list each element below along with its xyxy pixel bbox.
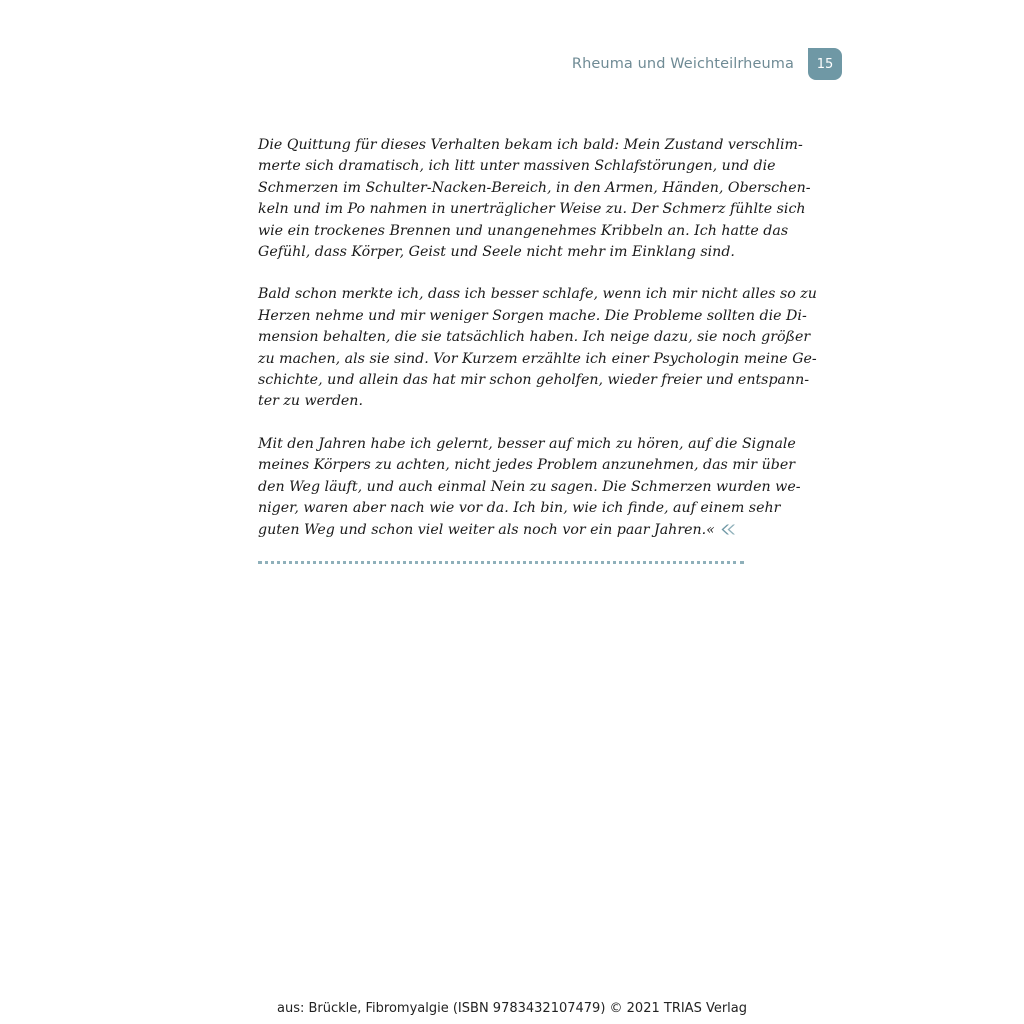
text-line: Bald schon merkte ich, dass ich besser schlafe, wenn ich mir nicht alles so zu [258,286,817,303]
text-line: Die Quittung für dieses Verhalten bekam ich bald: Mein Zustand verschlim- [258,137,803,153]
text-line: mension behalten, die sie tatsächlich haben. Ich neige dazu, sie noch größer [258,329,811,346]
text-line: den Weg läuft, und auch einmal Nein zu sagen. Die Schmerzen wurden we- [258,478,801,495]
text-line: zu machen, als sie sind. Vor Kurzem erzählte ich einer Psychologin meine Ge- [258,350,817,367]
paragraph [258,284,817,412]
text-line: merte sich dramatisch, ich litt unter massiven Schlafstörungen, und die [258,158,776,175]
text-line-content: guten Weg und schon viel weiter als noch vor ein paar Jahren.« [258,521,715,538]
text-line: Herzen nehme und mir weniger Sorgen mache. Die Probleme sollten die Di- [258,307,807,324]
body-text [258,135,817,563]
text-line: Mit den Jahren habe ich gelernt, besser auf mich zu hören, auf die Signale [258,435,796,452]
double-chevron-left-icon [721,521,735,542]
text-line: wie ein trockenes Brennen und unangenehmes Kribbeln an. Ich hatte das [258,222,789,239]
page-number-badge: 15 [808,48,842,80]
text-line-last [258,520,763,542]
running-head [572,48,842,80]
text-line: schichte, und allein das hat mir schon geholfen, wieder freier und entspann- [258,372,810,389]
text-line: niger, waren aber nach wie vor da. Ich bin, wie ich finde, auf einem sehr [258,500,781,517]
paragraph [258,434,801,542]
footer-citation: aus: Brückle, Fibromyalgie (ISBN 9783432107479) © 2021 TRIAS Verlag [276,1001,748,1016]
text-line: Schmerzen im Schulter-Nacken-Bereich, in den Armen, Händen, Oberschen- [258,179,811,196]
text-line: meines Körpers zu achten, nicht jedes Problem anzunehmen, das mir über [258,457,795,474]
text-line: ter zu werden. [258,393,363,410]
text-line: keln und im Po nahmen in unerträglicher Weise zu. Der Schmerz fühlte sich [258,201,806,218]
section-title: Rheuma und Weichteilrheuma [571,56,794,72]
paragraph [258,135,811,263]
text-line: Gefühl, dass Körper, Geist und Seele nicht mehr im Einklang sind. [258,244,735,261]
dotted-divider [258,561,744,564]
